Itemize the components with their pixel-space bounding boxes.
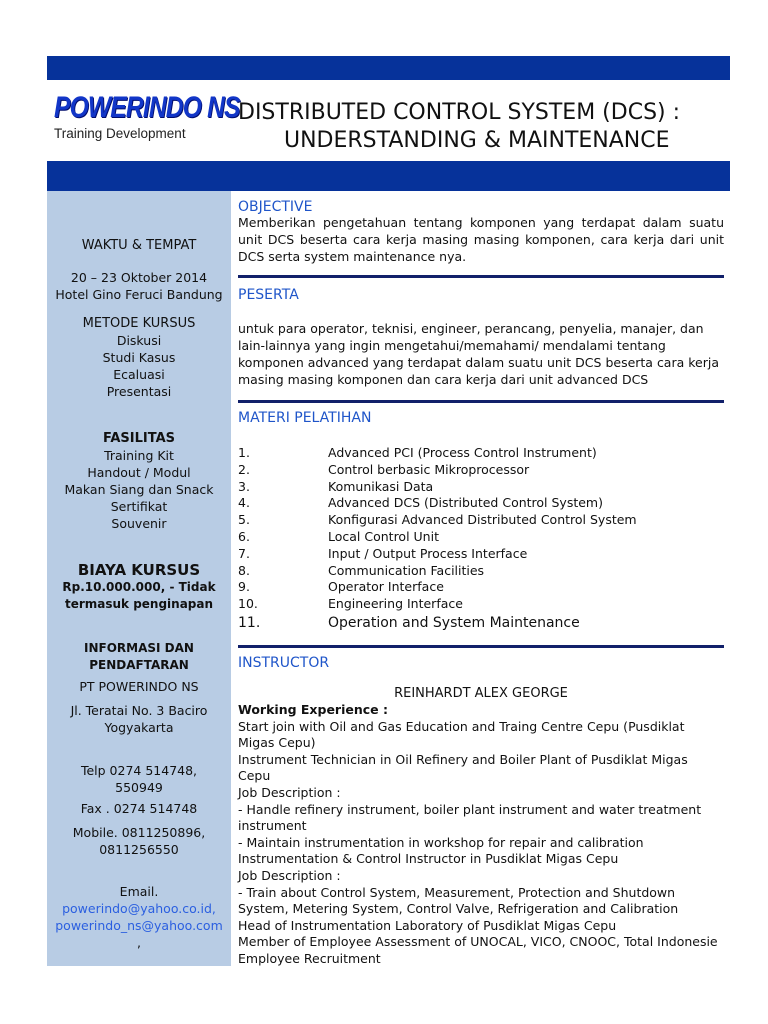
info-heading-1: INFORMASI DAN <box>84 641 194 655</box>
address-line-2: Yogyakarta <box>104 720 174 735</box>
experience-line: - Train about Control System, Measurement, Protection and Shutdown <box>238 884 676 900</box>
fasilitas-heading: FASILITAS <box>102 431 176 446</box>
metode-item: Ecaluasi <box>113 367 165 382</box>
metode-item: Studi Kasus <box>102 350 176 365</box>
fax-line: Fax . 0274 514748 <box>80 801 198 816</box>
telp-line-1: Telp 0274 514748, <box>80 763 198 778</box>
objective-heading: OBJECTIVE <box>238 199 313 215</box>
experience-line: Migas Cepu) <box>238 735 316 751</box>
fasilitas-item: Training Kit <box>104 448 174 463</box>
list-item: 8. Communication Facilities <box>238 562 485 578</box>
list-item: 2. Control berbasic Mikroprocessor <box>238 461 530 477</box>
telephone <box>47 762 231 796</box>
experience-line: Head of Instrumentation Laboratory of Pusdiklat Migas Cepu <box>238 917 617 933</box>
fasilitas-item: Makan Siang dan Snack <box>64 482 214 497</box>
metode-item: Diskusi <box>116 333 162 348</box>
mobile-line-2: 0811256550 <box>99 842 179 857</box>
address-line-1: Jl. Teratai No. 3 Baciro <box>70 703 208 718</box>
mobile-line-1: Mobile. 0811250896, <box>72 825 206 840</box>
waktu-heading: WAKTU & TEMPAT <box>81 238 197 253</box>
biaya-note: termasuk penginapan <box>64 597 214 611</box>
metode-heading: METODE KURSUS <box>82 316 196 331</box>
biaya-section <box>47 562 231 613</box>
list-item: 3. Komunikasi Data <box>238 478 434 494</box>
experience-line: Job Description : <box>238 867 341 883</box>
experience-line: Member of Employee Assessment of UNOCAL, VICO, CNOOC, Total Indonesie <box>238 934 718 950</box>
experience-line: Start join with Oil and Gas Education and Traing Centre Cepu (Pusdiklat <box>238 718 685 734</box>
divider <box>238 275 724 278</box>
title-line-2: UNDERSTANDING & MAINTENANCE <box>284 128 670 153</box>
email-trailing-comma: , <box>137 935 141 950</box>
list-item: 1. Advanced PCI (Process Control Instrument) <box>238 445 597 460</box>
biaya-heading: BIAYA KURSUS <box>77 561 201 579</box>
info-section <box>47 640 231 674</box>
biaya-price: Rp.10.000.000, - Tidak <box>62 580 216 594</box>
experience-line: - Maintain instrumentation in workshop for repair and calibration <box>238 834 644 850</box>
company-logo <box>54 91 240 144</box>
list-item: 11. Operation and System Maintenance <box>238 614 580 631</box>
company-name <box>47 678 231 695</box>
working-experience-label: Working Experience : <box>238 702 388 717</box>
address <box>47 702 231 736</box>
divider <box>238 645 724 648</box>
experience-line: System, Metering System, Control Valve, Refrigeration and Calibration <box>238 901 679 917</box>
list-item: 6. Local Control Unit <box>238 528 439 544</box>
fasilitas-section <box>47 430 231 532</box>
header-top-bar <box>47 56 730 80</box>
fasilitas-item: Handout / Modul <box>87 465 191 480</box>
header-bottom-bar <box>47 161 730 191</box>
telp-line-2: 550949 <box>115 780 163 795</box>
list-item: 10. Engineering Interface <box>238 596 463 612</box>
title-line-1: DISTRIBUTED CONTROL SYSTEM (DCS) : <box>238 100 681 125</box>
instructor-heading: INSTRUCTOR <box>238 655 330 671</box>
info-heading-2: PENDAFTARAN <box>89 658 189 672</box>
mobile <box>47 824 231 858</box>
experience-line: instrument <box>238 818 307 834</box>
experience-line: Instrumentation & Control Instructor in Pusdiklat Migas Cepu <box>238 851 619 867</box>
waktu-details <box>47 269 231 303</box>
email-label: Email. <box>119 884 159 899</box>
fax <box>47 800 231 817</box>
logo-brand-text: POWERINDO NS <box>54 91 240 124</box>
materi-heading: MATERI PELATIHAN <box>238 410 372 426</box>
event-date: 20 – 23 Oktober 2014 <box>70 270 208 285</box>
fasilitas-item: Sertifikat <box>110 499 168 514</box>
fasilitas-item: Souvenir <box>111 516 167 531</box>
experience-line: Instrument Technician in Oil Refinery and Boiler Plant of Pusdiklat Migas <box>238 751 688 767</box>
email-link-2[interactable]: powerindo_ns@yahoo.com <box>55 918 223 933</box>
logo-subtitle: Training Development <box>54 126 186 141</box>
experience-line: - Handle refinery instrument, boiler plant instrument and water treatment <box>238 801 702 817</box>
experience-line: Cepu <box>238 768 271 784</box>
peserta-heading: PESERTA <box>238 287 299 303</box>
list-item: 5. Konfigurasi Advanced Distributed Control System <box>238 512 637 528</box>
waktu-section <box>47 237 231 254</box>
materi-list <box>238 445 724 633</box>
instructor-experience <box>238 702 724 968</box>
metode-item: Presentasi <box>106 384 172 399</box>
objective-text: Memberikan pengetahuan tentang komponen yang terdapat dalam suatu unit DCS beserta cara kerja masing masing komponen, cara kerja dari unit DCS serta system maintenance nya. <box>238 215 724 264</box>
metode-section <box>47 315 231 400</box>
peserta-text: untuk para operator, teknisi, engineer, perancang, penyelia, manajer, dan lain-lainnya yang ingin mengetahui/memahami/ mendalami tentang komponen advanced yang terdapat dalam suatu unit DCS beserta cara kerja masing masing komponen dan cara kerja dari unit advanced DCS <box>238 321 719 387</box>
event-venue: Hotel Gino Feruci Bandung <box>55 287 223 302</box>
email-link-1[interactable]: powerindo@yahoo.co.id, <box>62 901 216 916</box>
email <box>47 883 231 951</box>
list-item: 7. Input / Output Process Interface <box>238 545 528 561</box>
divider <box>238 400 724 403</box>
sidebar <box>47 191 231 966</box>
instructor-name: REINHARDT ALEX GEORGE <box>394 686 568 701</box>
company-label: PT POWERINDO NS <box>79 679 199 694</box>
page-title <box>238 99 728 155</box>
list-item: 9. Operator Interface <box>238 579 444 595</box>
experience-line: Employee Recruitment <box>238 950 381 966</box>
experience-line: Job Description : <box>238 784 341 800</box>
list-item: 4. Advanced DCS (Distributed Control System) <box>238 495 603 511</box>
